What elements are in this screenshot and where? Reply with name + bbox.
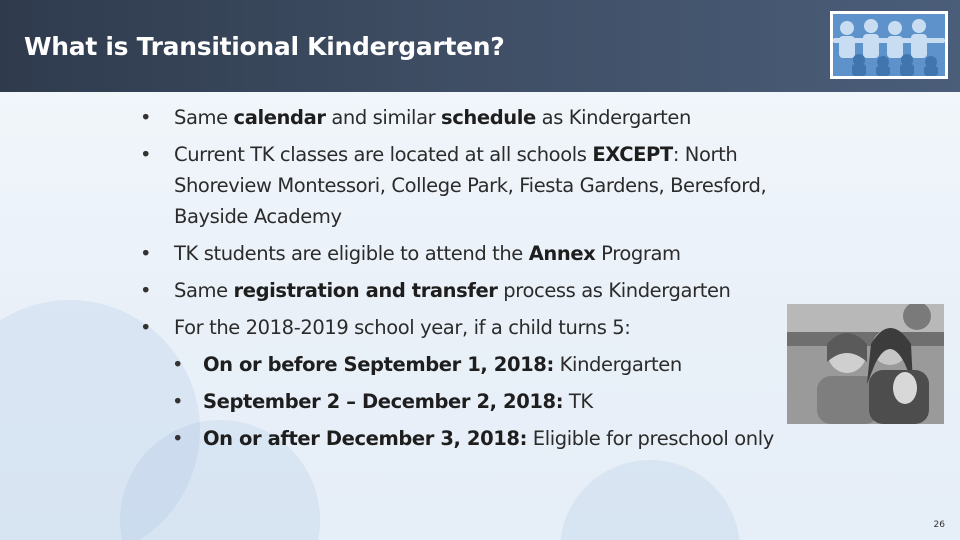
text-run: : North Shoreview Montessori, College Park, Fiesta Gardens, Beresford, Bayside Academy [174,143,767,228]
paper-dolls-logo [830,11,948,79]
bold-text: On or before September 1, 2018: [203,353,554,376]
bullet-text [174,139,820,232]
text-run: as Kindergarten [535,106,691,129]
text-run: Same [174,106,234,129]
text-run: process as Kindergarten [497,279,731,302]
text-run: Program [595,242,681,265]
bold-text: EXCEPT [592,143,673,166]
bullet-glyph: • [172,427,184,450]
bullet-text [203,349,820,380]
slide-header [0,0,960,92]
sub-bullet-item [172,423,820,454]
text-run: For the 2018-2019 school year, if a child turns 5: [174,316,631,339]
bold-text: Annex [528,242,596,265]
text-run: TK [563,390,593,413]
children-photo [787,304,944,424]
bullet-glyph: • [140,242,152,265]
bullet-text [174,312,820,343]
bullet-item [140,238,820,269]
bullet-text [174,238,820,269]
paper-dolls-icon [833,14,945,76]
bullet-list [140,102,820,460]
text-run: Eligible for preschool only [527,427,774,450]
sub-bullet-item [172,349,820,380]
sub-bullet-item [172,386,820,417]
bullet-item [140,139,820,232]
bullet-text [174,102,820,133]
text-run: and similar [325,106,442,129]
bullet-glyph: • [172,353,184,376]
bold-text: registration and transfer [233,279,498,302]
bullet-item [140,312,820,343]
bold-text: schedule [441,106,536,129]
bullet-glyph: • [140,279,152,302]
bullet-glyph: • [140,316,152,339]
page-number: 26 [933,520,945,530]
text-run: TK students are eligible to attend the [174,242,529,265]
bullet-text [174,275,820,306]
bullet-text [203,386,820,417]
text-run: Current TK classes are located at all schools [174,143,593,166]
bullet-glyph: • [140,143,152,166]
bullet-text [203,423,820,454]
bullet-glyph: • [140,106,152,129]
bullet-item [140,275,820,306]
text-run: Same [174,279,234,302]
text-run: Kindergarten [553,353,682,376]
bullet-item [140,102,820,133]
bold-text: On or after December 3, 2018: [203,427,527,450]
slide-title: What is Transitional Kindergarten? [24,32,505,61]
bold-text: calendar [233,106,326,129]
bullet-glyph: • [172,390,184,413]
children-photo-image [787,304,944,424]
bold-text: September 2 – December 2, 2018: [203,390,564,413]
